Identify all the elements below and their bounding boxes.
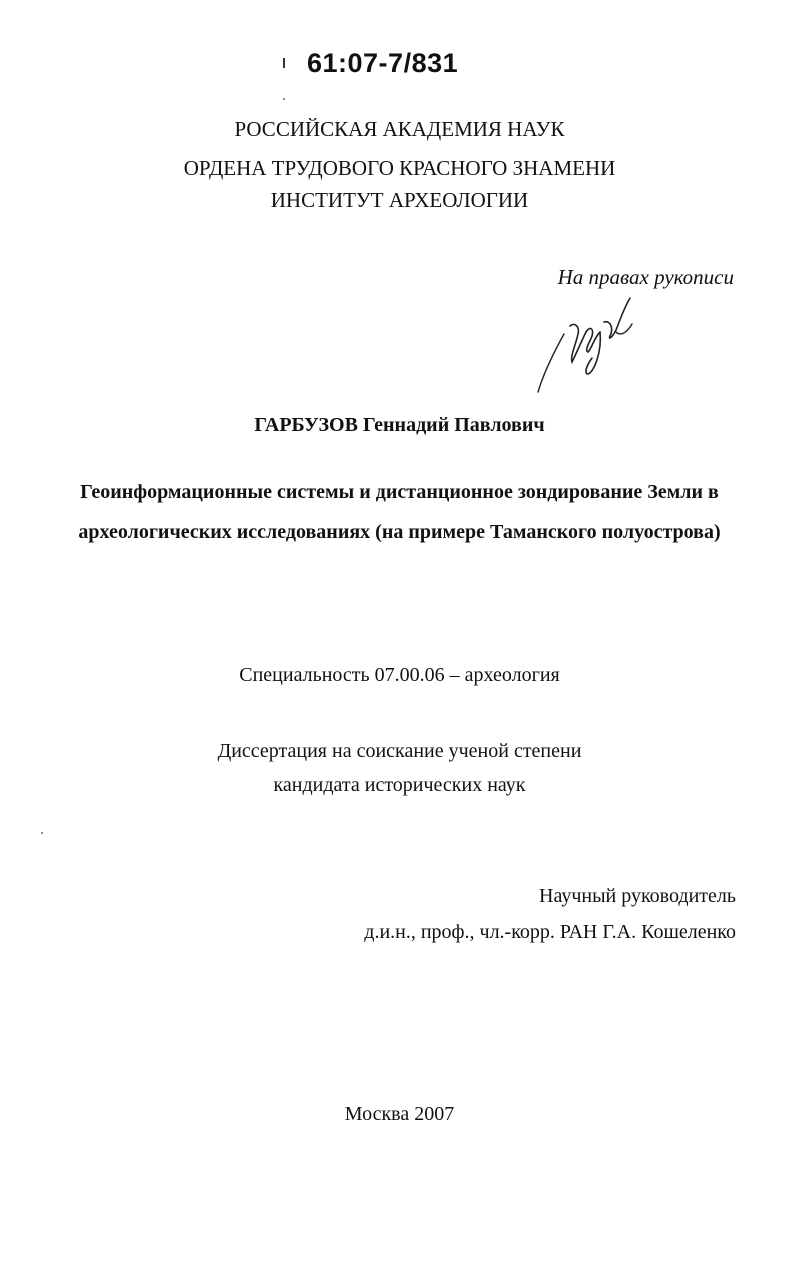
scan-speck (41, 832, 43, 834)
degree-line-1: Диссертация на соискание ученой степени (217, 740, 582, 762)
scan-mark (283, 58, 285, 68)
supervisor-name: д.и.н., проф., чл.-корр. РАН Г.А. Кошеленко (364, 921, 736, 943)
manuscript-rights-note: На правах рукописи (557, 265, 734, 289)
organization-line-2: ОРДЕНА ТРУДОВОГО КРАСНОГО ЗНАМЕНИ (183, 156, 616, 180)
author-name: ГАРБУЗОВ Геннадий Павлович (254, 414, 545, 436)
dissertation-title-line-2: археологических исследованиях (на примере Таманского полуострова) (78, 521, 721, 543)
organization-line-3: ИНСТИТУТ АРХЕОЛОГИИ (270, 188, 529, 212)
supervisor-label: Научный руководитель (539, 885, 736, 907)
degree-line-2: кандидата исторических наук (273, 774, 526, 796)
city-year: Москва 2007 (344, 1103, 455, 1125)
catalog-number: 61:07-7/831 (307, 48, 459, 78)
speciality: Специальность 07.00.06 – археология (239, 664, 560, 686)
author-signature (530, 292, 640, 397)
dissertation-title-line-1: Геоинформационные системы и дистанционное зондирование Земли в (80, 481, 719, 503)
scan-speck (283, 98, 285, 100)
organization-line-1: РОССИЙСКАЯ АКАДЕМИЯ НАУК (234, 117, 565, 141)
